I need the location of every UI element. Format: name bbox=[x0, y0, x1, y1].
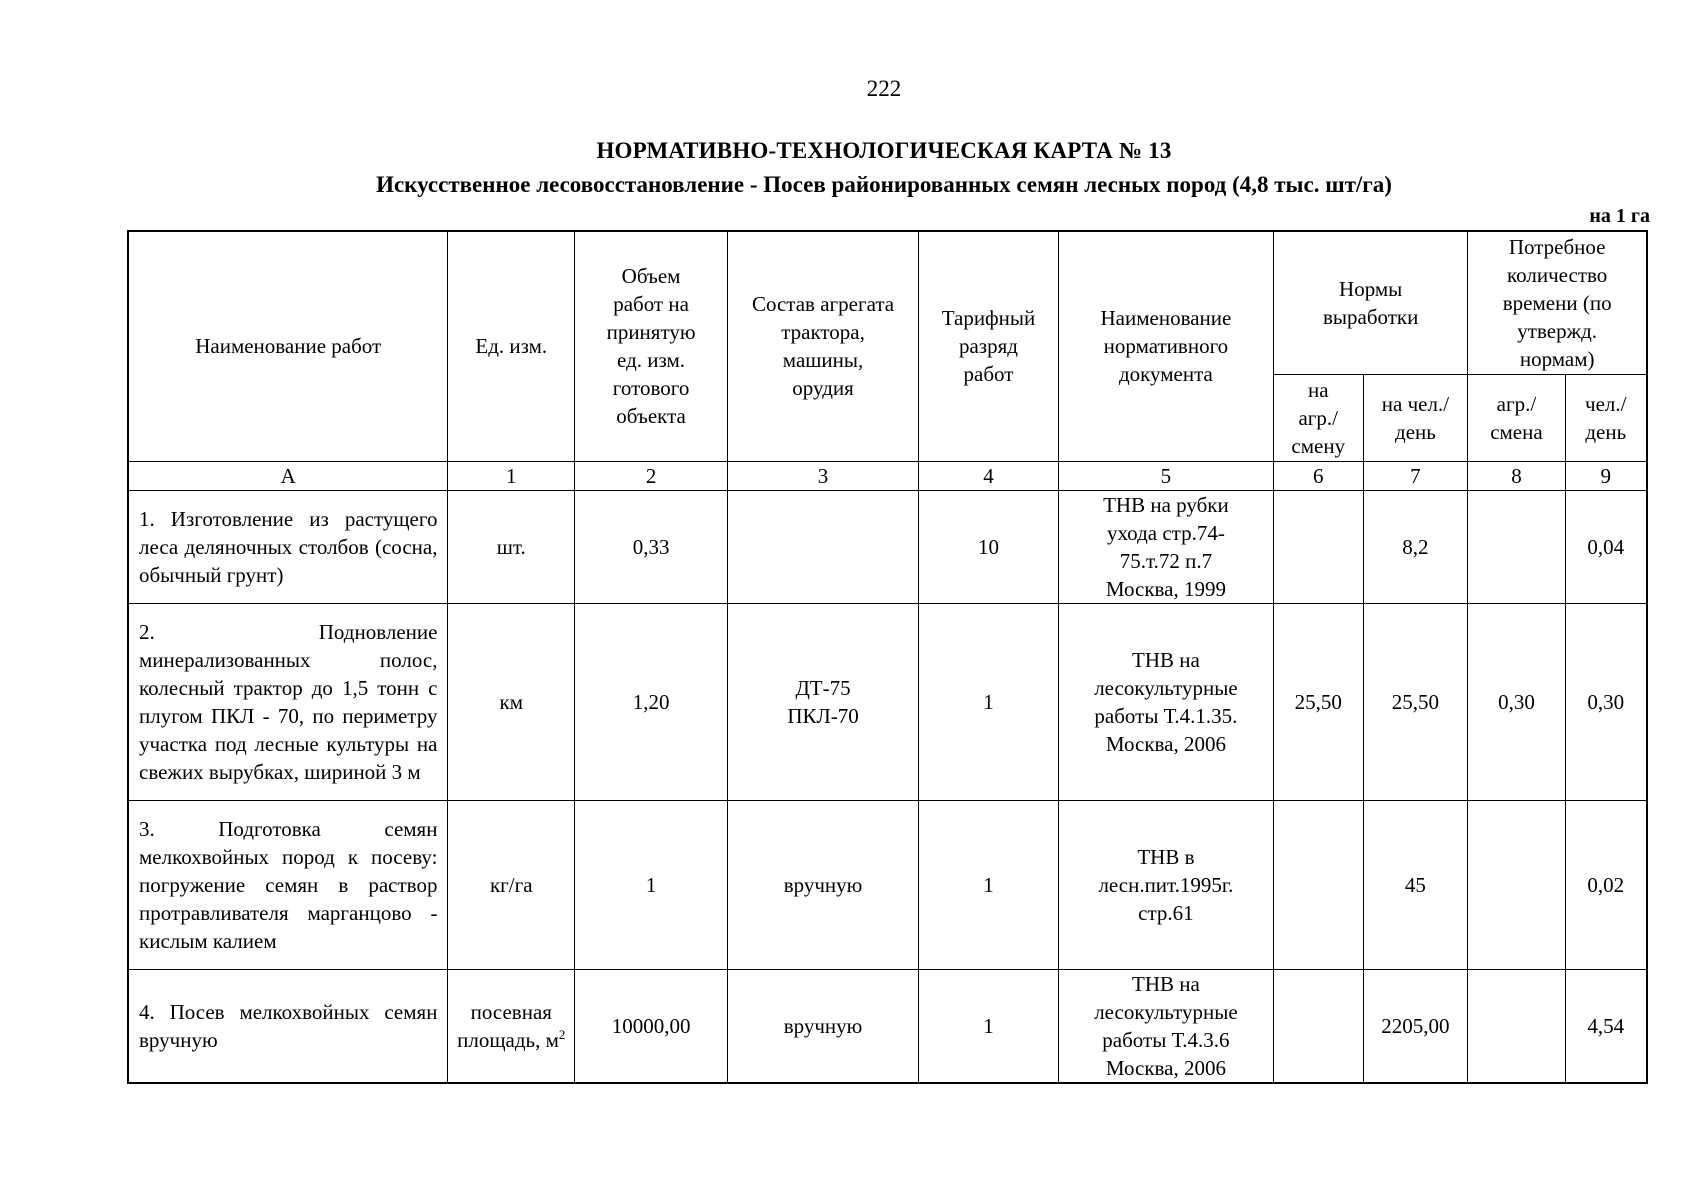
work-name-cell: 1. Изготовление из растущего леса деляночных столбов (сосна, обычный грунт) bbox=[128, 490, 448, 603]
header-norms-agr: на агр./ смену bbox=[1273, 374, 1363, 461]
time-man-cell: 0,02 bbox=[1565, 800, 1647, 969]
column-number: 7 bbox=[1363, 461, 1468, 490]
document-cell: ТНВ на рубки ухода стр.74- 75.т.72 п.7 Москва, 1999 bbox=[1058, 490, 1273, 603]
work-name-cell: 4. Посев мелкохвойных семян вручную bbox=[128, 969, 448, 1083]
header-norms: Нормы выработки bbox=[1273, 231, 1467, 374]
norm-man-cell: 2205,00 bbox=[1363, 969, 1468, 1083]
rank-cell: 1 bbox=[919, 603, 1059, 800]
norm-table bbox=[127, 230, 1648, 1084]
norm-man-cell: 8,2 bbox=[1363, 490, 1468, 603]
time-agr-cell bbox=[1468, 800, 1565, 969]
time-man-cell: 4,54 bbox=[1565, 969, 1647, 1083]
column-number: 4 bbox=[919, 461, 1059, 490]
column-number: 5 bbox=[1058, 461, 1273, 490]
volume-cell: 10000,00 bbox=[575, 969, 728, 1083]
aggregate-cell bbox=[728, 490, 919, 603]
volume-cell: 0,33 bbox=[575, 490, 728, 603]
header-aggregate: Состав агрегата трактора, машины, орудия bbox=[728, 231, 919, 461]
work-name-cell: 2. Подновление минерализованных полос, колесный трактор до 1,5 тонн с плугом ПКЛ - 70, по периметру участка под лесные культуры на свежих вырубках, шириной 3 м bbox=[128, 603, 448, 800]
header-norms-man: на чел./ день bbox=[1363, 374, 1468, 461]
rank-cell: 1 bbox=[919, 969, 1059, 1083]
unit-cell: шт. bbox=[448, 490, 575, 603]
volume-cell: 1,20 bbox=[575, 603, 728, 800]
norm-agr-cell bbox=[1273, 490, 1363, 603]
header-time: Потребное количество времени (по утвержд. нормам) bbox=[1468, 231, 1647, 374]
table-row bbox=[128, 603, 1647, 800]
rank-cell: 1 bbox=[919, 800, 1059, 969]
time-agr-cell bbox=[1468, 969, 1565, 1083]
table-row bbox=[128, 969, 1647, 1083]
time-man-cell: 0,04 bbox=[1565, 490, 1647, 603]
column-number: 6 bbox=[1273, 461, 1363, 490]
header-work-name: Наименование работ bbox=[128, 231, 448, 461]
column-number: 2 bbox=[575, 461, 728, 490]
rank-cell: 10 bbox=[919, 490, 1059, 603]
unit-note: на 1 га bbox=[1589, 205, 1650, 227]
norm-man-cell: 45 bbox=[1363, 800, 1468, 969]
document-cell: ТНВ на лесокультурные работы Т.4.3.6 Москва, 2006 bbox=[1058, 969, 1273, 1083]
unit-text: посевная площадь, м bbox=[457, 999, 559, 1052]
document-subtitle: Искусственное лесовосстановление - Посев районированных семян лесных пород (4,8 тыс. шт/га) bbox=[376, 172, 1392, 197]
work-name-cell: 3. Подготовка семян мелкохвойных пород к посеву: погружение семян в раствор протравливателя марганцово - кислым калием bbox=[128, 800, 448, 969]
column-number: 3 bbox=[728, 461, 919, 490]
unit-cell: кг/га bbox=[448, 800, 575, 969]
norm-man-cell: 25,50 bbox=[1363, 603, 1468, 800]
document-title: НОРМАТИВНО-ТЕХНОЛОГИЧЕСКАЯ КАРТА № 13 bbox=[596, 138, 1172, 163]
header-time-man: чел./ день bbox=[1565, 374, 1647, 461]
time-agr-cell bbox=[1468, 490, 1565, 603]
unit-cell: км bbox=[448, 603, 575, 800]
page-number: 222 bbox=[866, 76, 902, 101]
column-number-row bbox=[128, 461, 1647, 490]
unit-superscript: 2 bbox=[558, 1026, 566, 1042]
time-man-cell: 0,30 bbox=[1565, 603, 1647, 800]
header-unit: Ед. изм. bbox=[448, 231, 575, 461]
aggregate-cell: вручную bbox=[728, 969, 919, 1083]
document-cell: ТНВ в лесн.пит.1995г. стр.61 bbox=[1058, 800, 1273, 969]
header-document: Наименование нормативного документа bbox=[1058, 231, 1273, 461]
unit-cell bbox=[448, 969, 575, 1083]
norm-agr-cell bbox=[1273, 969, 1363, 1083]
document-cell: ТНВ на лесокультурные работы Т.4.1.35. Москва, 2006 bbox=[1058, 603, 1273, 800]
aggregate-cell: вручную bbox=[728, 800, 919, 969]
column-number: 8 bbox=[1468, 461, 1565, 490]
volume-cell: 1 bbox=[575, 800, 728, 969]
aggregate-cell: ДТ-75 ПКЛ-70 bbox=[728, 603, 919, 800]
table-row bbox=[128, 490, 1647, 603]
norm-agr-cell bbox=[1273, 800, 1363, 969]
header-volume: Объем работ на принятую ед. изм. готового объекта bbox=[575, 231, 728, 461]
table-row bbox=[128, 800, 1647, 969]
header-rank: Тарифный разряд работ bbox=[919, 231, 1059, 461]
norm-agr-cell: 25,50 bbox=[1273, 603, 1363, 800]
header-time-agr: агр./ смена bbox=[1468, 374, 1565, 461]
column-number: А bbox=[128, 461, 448, 490]
column-number: 9 bbox=[1565, 461, 1647, 490]
column-number: 1 bbox=[448, 461, 575, 490]
time-agr-cell: 0,30 bbox=[1468, 603, 1565, 800]
